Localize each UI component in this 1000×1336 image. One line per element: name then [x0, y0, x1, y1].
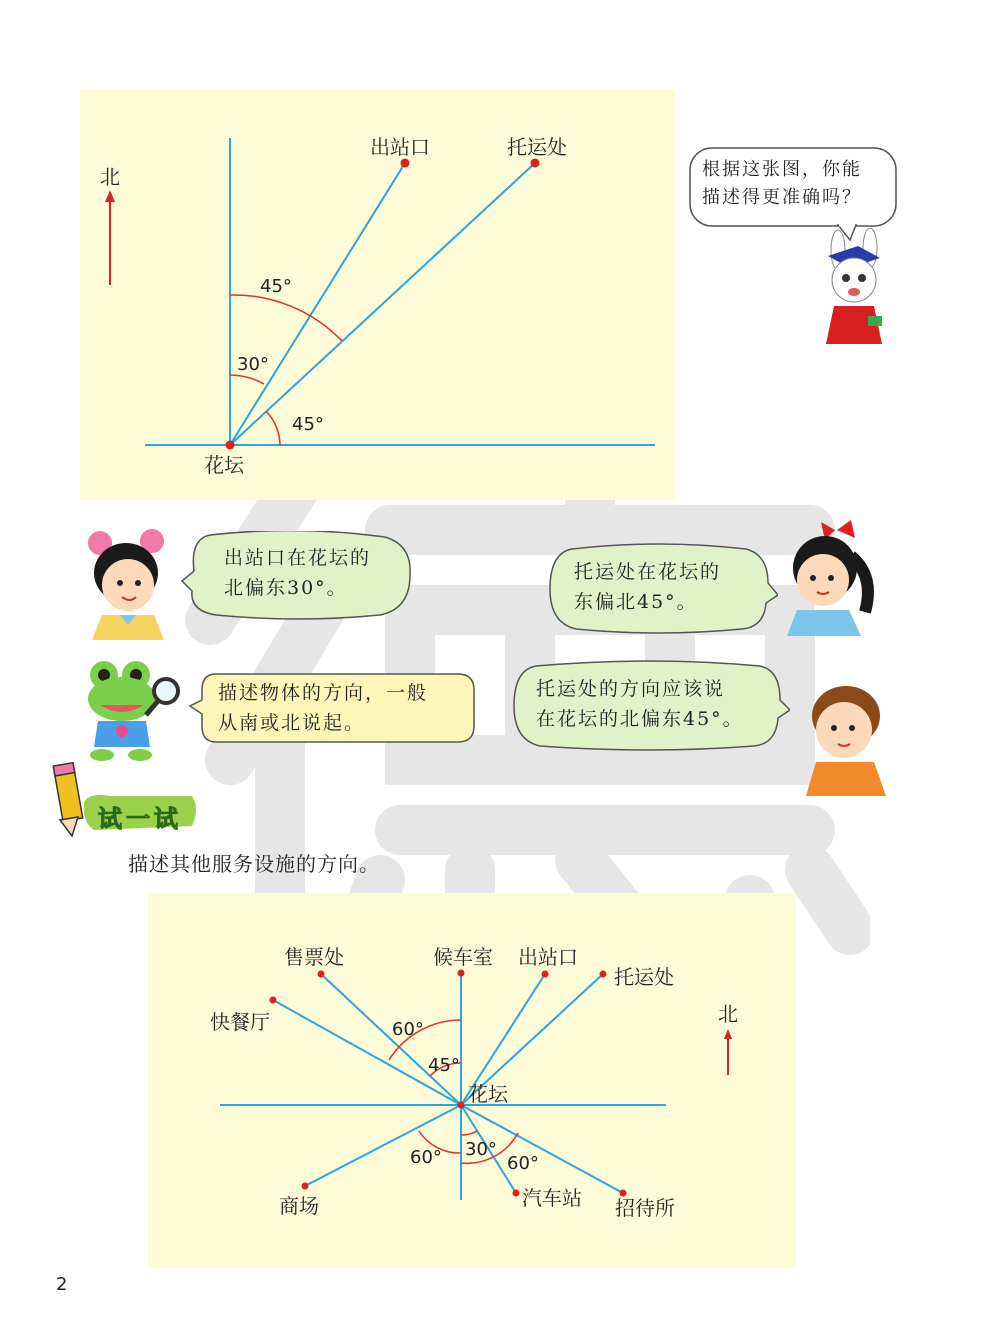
- rabbit-bubble-line1: 根据这张图，你能: [702, 159, 862, 180]
- diagram-panel-2: [148, 893, 796, 1268]
- exit-label-2: 出站口: [518, 945, 578, 969]
- girl1-bubble-line2: 北偏东30°。: [224, 577, 348, 599]
- angle-30-label: 30°: [237, 354, 269, 375]
- fastfood-dot: [270, 997, 277, 1004]
- angle-30-bottom-label: 30°: [465, 1139, 497, 1160]
- girl-character-2: [775, 516, 875, 636]
- fastfood-label: 快餐厅: [210, 1010, 270, 1034]
- girl1-speech-bubble: [180, 531, 415, 619]
- ray-exit-1: [230, 163, 405, 445]
- center-dot-2: [458, 1102, 465, 1109]
- mall-dot: [302, 1183, 309, 1190]
- frog-bubble-line1: 描述物体的方向，一般: [218, 682, 429, 704]
- exit-dot-1: [401, 159, 410, 168]
- arc-30-bottom: [461, 1131, 477, 1135]
- baggage-label-2: 托运处: [614, 965, 674, 989]
- girl2-bubble-line1: 托运处在花坛的: [574, 561, 722, 583]
- ray-mall: [305, 1105, 461, 1186]
- north-label-1: 北: [100, 165, 120, 189]
- frog-bubble-line2: 从南或北说起。: [218, 712, 366, 734]
- girl1-bubble-line1: 出站口在花坛的: [224, 547, 372, 569]
- arc-45-bottom: [266, 411, 280, 445]
- exit-dot-2: [542, 971, 549, 978]
- angle-60-br-label: 60°: [507, 1153, 539, 1174]
- rabbit-character: [808, 228, 898, 348]
- angle-45-top-label-2: 45°: [428, 1055, 460, 1076]
- boy-character: [798, 676, 893, 796]
- ticket-dot: [318, 971, 325, 978]
- boy-bubble-line2: 在花坛的北偏东45°。: [536, 708, 744, 730]
- boy-bubble-line1: 托运处的方向应该说: [536, 678, 726, 700]
- try-it-label: 试一试: [98, 805, 182, 833]
- angle-45-bottom-label: 45°: [292, 414, 324, 435]
- north-label-2: 北: [718, 1002, 738, 1026]
- baggage-dot-2: [600, 971, 607, 978]
- angle-45-top-label: 45°: [260, 276, 292, 297]
- instruction-text: 描述其他服务设施的方向。: [128, 852, 380, 876]
- frog-speech-bubble: [188, 670, 478, 748]
- hostel-label: 招待所: [615, 1196, 675, 1220]
- exit-label-1: 出站口: [370, 135, 430, 159]
- center-label-2: 花坛: [468, 1082, 508, 1106]
- girl2-speech-bubble: [546, 543, 778, 633]
- ray-baggage-1: [230, 163, 535, 445]
- bus-label: 汽车站: [522, 1186, 582, 1210]
- north-arrow-head-1: [105, 190, 115, 202]
- angle-60-bl-label: 60°: [410, 1147, 442, 1168]
- girl2-bubble-line2: 东偏北45°。: [574, 591, 698, 613]
- direction-diagram-2: [148, 893, 796, 1268]
- angle-60-top-label: 60°: [392, 1019, 424, 1040]
- boy-speech-bubble: [510, 660, 790, 750]
- waiting-dot: [458, 970, 465, 977]
- direction-diagram-1: [80, 90, 675, 500]
- center-label-1: 花坛: [204, 453, 244, 477]
- center-dot-1: [226, 441, 235, 450]
- waiting-label: 候车室: [433, 945, 493, 969]
- mall-label: 商场: [279, 1194, 319, 1218]
- bus-dot: [513, 1190, 520, 1197]
- frog-character: [80, 655, 190, 765]
- page-number: 2: [56, 1274, 68, 1295]
- rabbit-speech-bubble: [688, 146, 898, 232]
- girl-character-1: [80, 525, 175, 640]
- arc-30: [230, 375, 264, 384]
- diagram-panel-1: [80, 90, 675, 500]
- rabbit-bubble-line2: 描述得更准确吗？: [702, 187, 862, 208]
- ticket-label: 售票处: [284, 945, 344, 969]
- pencil-icon: [53, 763, 82, 836]
- baggage-dot-1: [531, 159, 540, 168]
- try-it-section-title: [50, 762, 200, 842]
- north-arrow-head-2: [724, 1029, 732, 1039]
- arc-45-top: [230, 295, 342, 341]
- baggage-label-1: 托运处: [507, 135, 567, 159]
